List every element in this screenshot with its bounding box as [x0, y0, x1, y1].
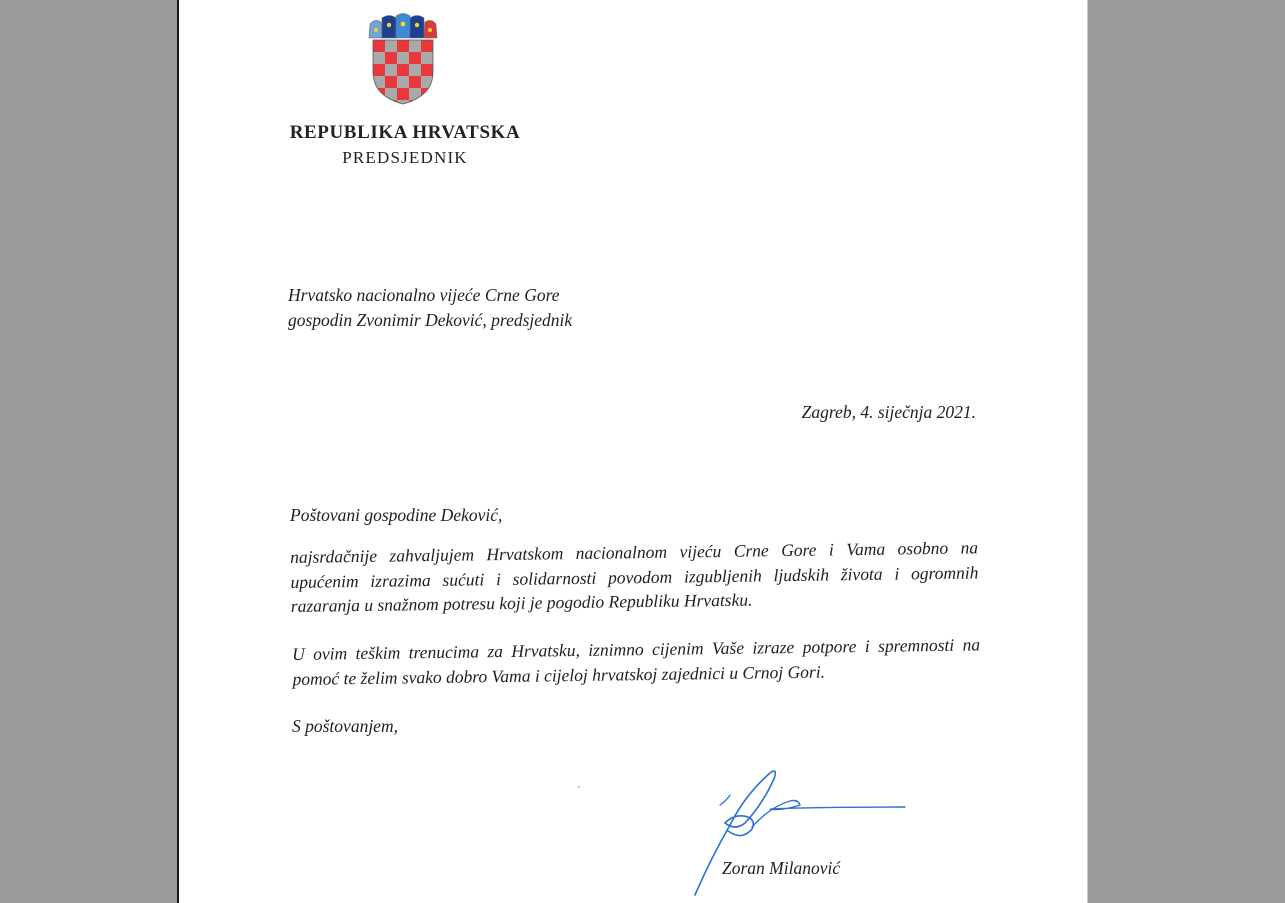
letterhead-subtitle: PREDSJEDNIK: [342, 148, 468, 167]
paragraph-line: pomoć te želim svako dobro Vama i cijeloj hrvatskoj zajednici u Crnoj Gori.: [292, 661, 826, 689]
letter-date: Zagreb, 4. siječnja 2021.: [801, 402, 976, 422]
page-edge: [1087, 0, 1088, 903]
paragraph-line: upućenim izrazima sućuti i solidarnosti povodom izgubljenih ljudskih života i ogromnih: [290, 561, 979, 592]
salutation: Poštovani gospodine Deković,: [290, 505, 503, 525]
croatian-coat-of-arms-icon: [367, 10, 439, 106]
letterhead-title: REPUBLIKA HRVATSKA: [289, 122, 521, 143]
paragraph-line: najsrdačnije zahvaljujem Hrvatskom nacionalnom vijeću Crne Gore i Vama osobno na: [290, 537, 979, 567]
handwritten-signature: [690, 765, 910, 900]
body-paragraph-2: [292, 632, 981, 691]
recipient-line-2: gospodin Zvonimir Deković, predsjednik: [288, 310, 573, 330]
signer-name: Zoran Milanović: [722, 858, 841, 878]
recipient-line-1: Hrvatsko nacionalno vijeće Crne Gore: [288, 285, 560, 305]
closing: S poštovanjem,: [292, 716, 398, 736]
body-paragraph-1: [290, 535, 979, 618]
paper-speck: [578, 786, 580, 788]
paragraph-line: razaranja u snažnom potresu koji je pogodio Republiku Hrvatsku.: [290, 589, 753, 616]
paragraph-line: U ovim teškim trenucima za Hrvatsku, iznimno cijenim Vaše izraze potpore i spremnosti na: [292, 634, 981, 664]
